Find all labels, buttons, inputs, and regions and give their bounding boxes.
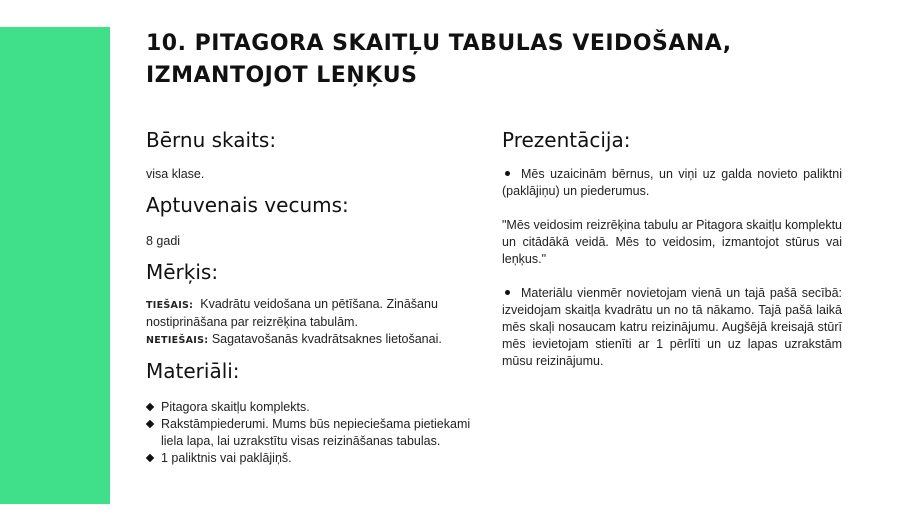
diamond-bullet-icon bbox=[146, 454, 154, 462]
left-column bbox=[146, 126, 486, 467]
right-column bbox=[502, 126, 842, 370]
bullet-dot-icon bbox=[505, 171, 510, 176]
children-heading: Bērnu skaits: bbox=[146, 128, 277, 152]
goal-direct-label: TIEŠAIS: bbox=[146, 300, 194, 311]
accent-bar bbox=[0, 27, 110, 504]
goal-heading: Mērķis: bbox=[146, 260, 219, 284]
goal-indirect-label: NETIEŠAIS: bbox=[146, 335, 209, 346]
presentation-heading: Prezentācija: bbox=[502, 128, 631, 152]
age-value: 8 gadi bbox=[146, 234, 181, 248]
page-title: 10. PITAGORA SKAITĻU TABULAS VEIDOŠANA, IZMANTOJOT LEŅĶUS bbox=[146, 31, 732, 88]
goal-indirect bbox=[146, 331, 486, 349]
bullet-dot-icon bbox=[505, 290, 510, 295]
diamond-bullet-icon bbox=[146, 420, 154, 428]
diamond-bullet-icon bbox=[146, 403, 154, 411]
children-value: visa klase. bbox=[146, 167, 205, 181]
age-heading: Aptuvenais vecums: bbox=[146, 193, 349, 217]
list-item: 1 paliktnis vai paklājiņš. bbox=[146, 450, 486, 467]
materials-heading: Materiāli: bbox=[146, 359, 240, 383]
list-item: Pitagora skaitļu komplekts. bbox=[146, 399, 486, 416]
materials-list bbox=[146, 399, 486, 467]
presentation-paragraph-2: "Mēs veidosim reizrēķina tabulu ar Pitagora skaitļu komplektu un citādākā veidā. Mēs to veidosim, izmantojot stūrus vai leņķus." bbox=[502, 218, 843, 266]
goal-direct-text: Kvadrātu veidošana un pētīšana. Zināšanu nostiprināšana par reizrēķina tabulām. bbox=[146, 297, 438, 329]
goal-indirect-text: Sagatavošanās kvadrātsaknes lietošanai. bbox=[211, 332, 442, 346]
list-item: Rakstāmpiederumi. Mums būs nepieciešama pietiekami liela lapa, lai uzrakstītu visas reizināšanas tabulas. bbox=[146, 416, 486, 450]
goal-block bbox=[146, 296, 486, 349]
goal-direct bbox=[146, 296, 486, 331]
presentation-paragraph-3: Materiālu vienmēr novietojam vienā un tajā pašā secībā: izveidojam skaitļa kvadrātu un no tā nākamo. Tajā pašā laikā mēs skaļi nosaucam katru reizinājumu. Augšējā kreisajā stūrī mēs ievietojam stienīti ar 1 pērlīti un uz lapas uzrakstām mūsu reizinājumu. bbox=[502, 286, 842, 368]
presentation-paragraph-1: Mēs uzaicinām bērnus, un viņi uz galda novieto paliktni (paklājiņu) un piederumus. bbox=[502, 167, 842, 198]
